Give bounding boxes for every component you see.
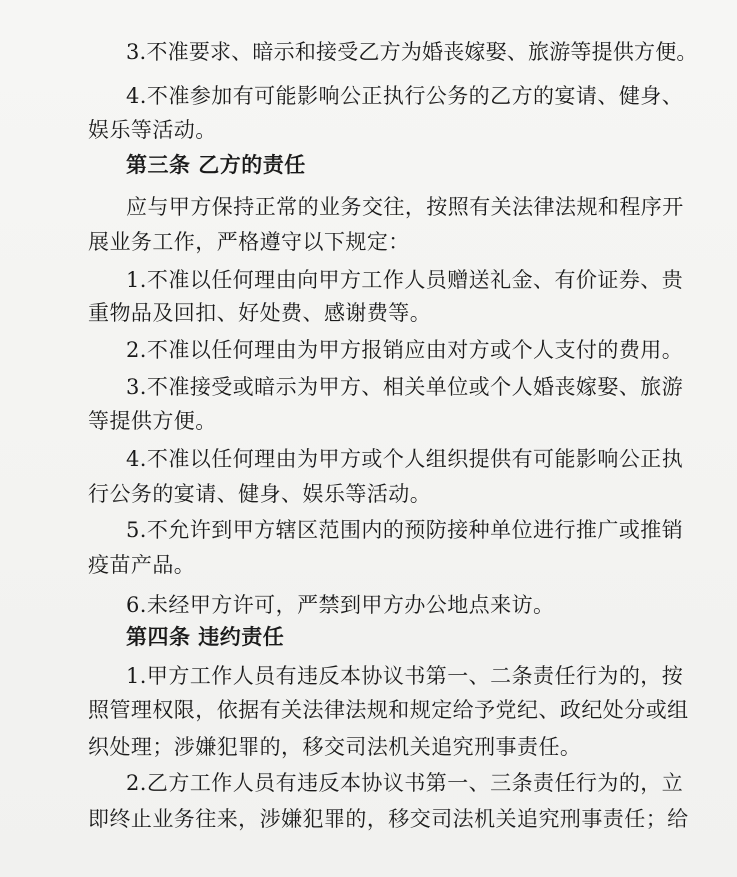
text-line: 3.不准要求、暗示和接受乙方为婚丧嫁娶、旅游等提供方便。: [126, 40, 698, 64]
text-line: 1.甲方工作人员有违反本协议书第一、二条责任行为的，按: [126, 664, 684, 688]
text-line: 展业务工作，严格遵守以下规定：: [88, 230, 410, 254]
text-line: 3.不准接受或暗示为甲方、相关单位或个人婚丧嫁娶、旅游: [126, 375, 684, 399]
text-line: 织处理；涉嫌犯罪的，移交司法机关追究刑事责任。: [88, 735, 582, 759]
text-line: 应与甲方保持正常的业务交往，按照有关法律法规和程序开: [126, 195, 684, 219]
text-line: 2.乙方工作人员有违反本协议书第一、三条责任行为的，立: [126, 771, 684, 795]
text-line: 重物品及回扣、好处费、感谢费等。: [88, 301, 432, 325]
text-line: 5.不允许到甲方辖区范围内的预防接种单位进行推广或推销: [126, 518, 684, 542]
section-heading: 第三条 乙方的责任: [126, 153, 306, 177]
text-line: 照管理权限，依据有关法律法规和规定给予党纪、政纪处分或组: [88, 698, 689, 722]
text-line: 行公务的宴请、健身、娱乐等活动。: [88, 482, 432, 506]
text-line: 2.不准以任何理由为甲方报销应由对方或个人支付的费用。: [126, 338, 684, 362]
text-line: 6.未经甲方许可，严禁到甲方办公地点来访。: [126, 593, 555, 617]
text-line: 4.不准以任何理由为甲方或个人组织提供有可能影响公正执: [126, 447, 684, 471]
text-line: 4.不准参加有可能影响公正执行公务的乙方的宴请、健身、: [126, 84, 684, 108]
section-heading: 第四条 违约责任: [126, 625, 285, 649]
text-line: 疫苗产品。: [88, 553, 196, 577]
text-line: 娱乐等活动。: [88, 118, 217, 142]
text-line: 等提供方便。: [88, 409, 217, 433]
text-line: 1.不准以任何理由向甲方工作人员赠送礼金、有价证券、贵: [126, 268, 684, 292]
text-line: 即终止业务往来，涉嫌犯罪的，移交司法机关追究刑事责任；给: [88, 807, 689, 831]
